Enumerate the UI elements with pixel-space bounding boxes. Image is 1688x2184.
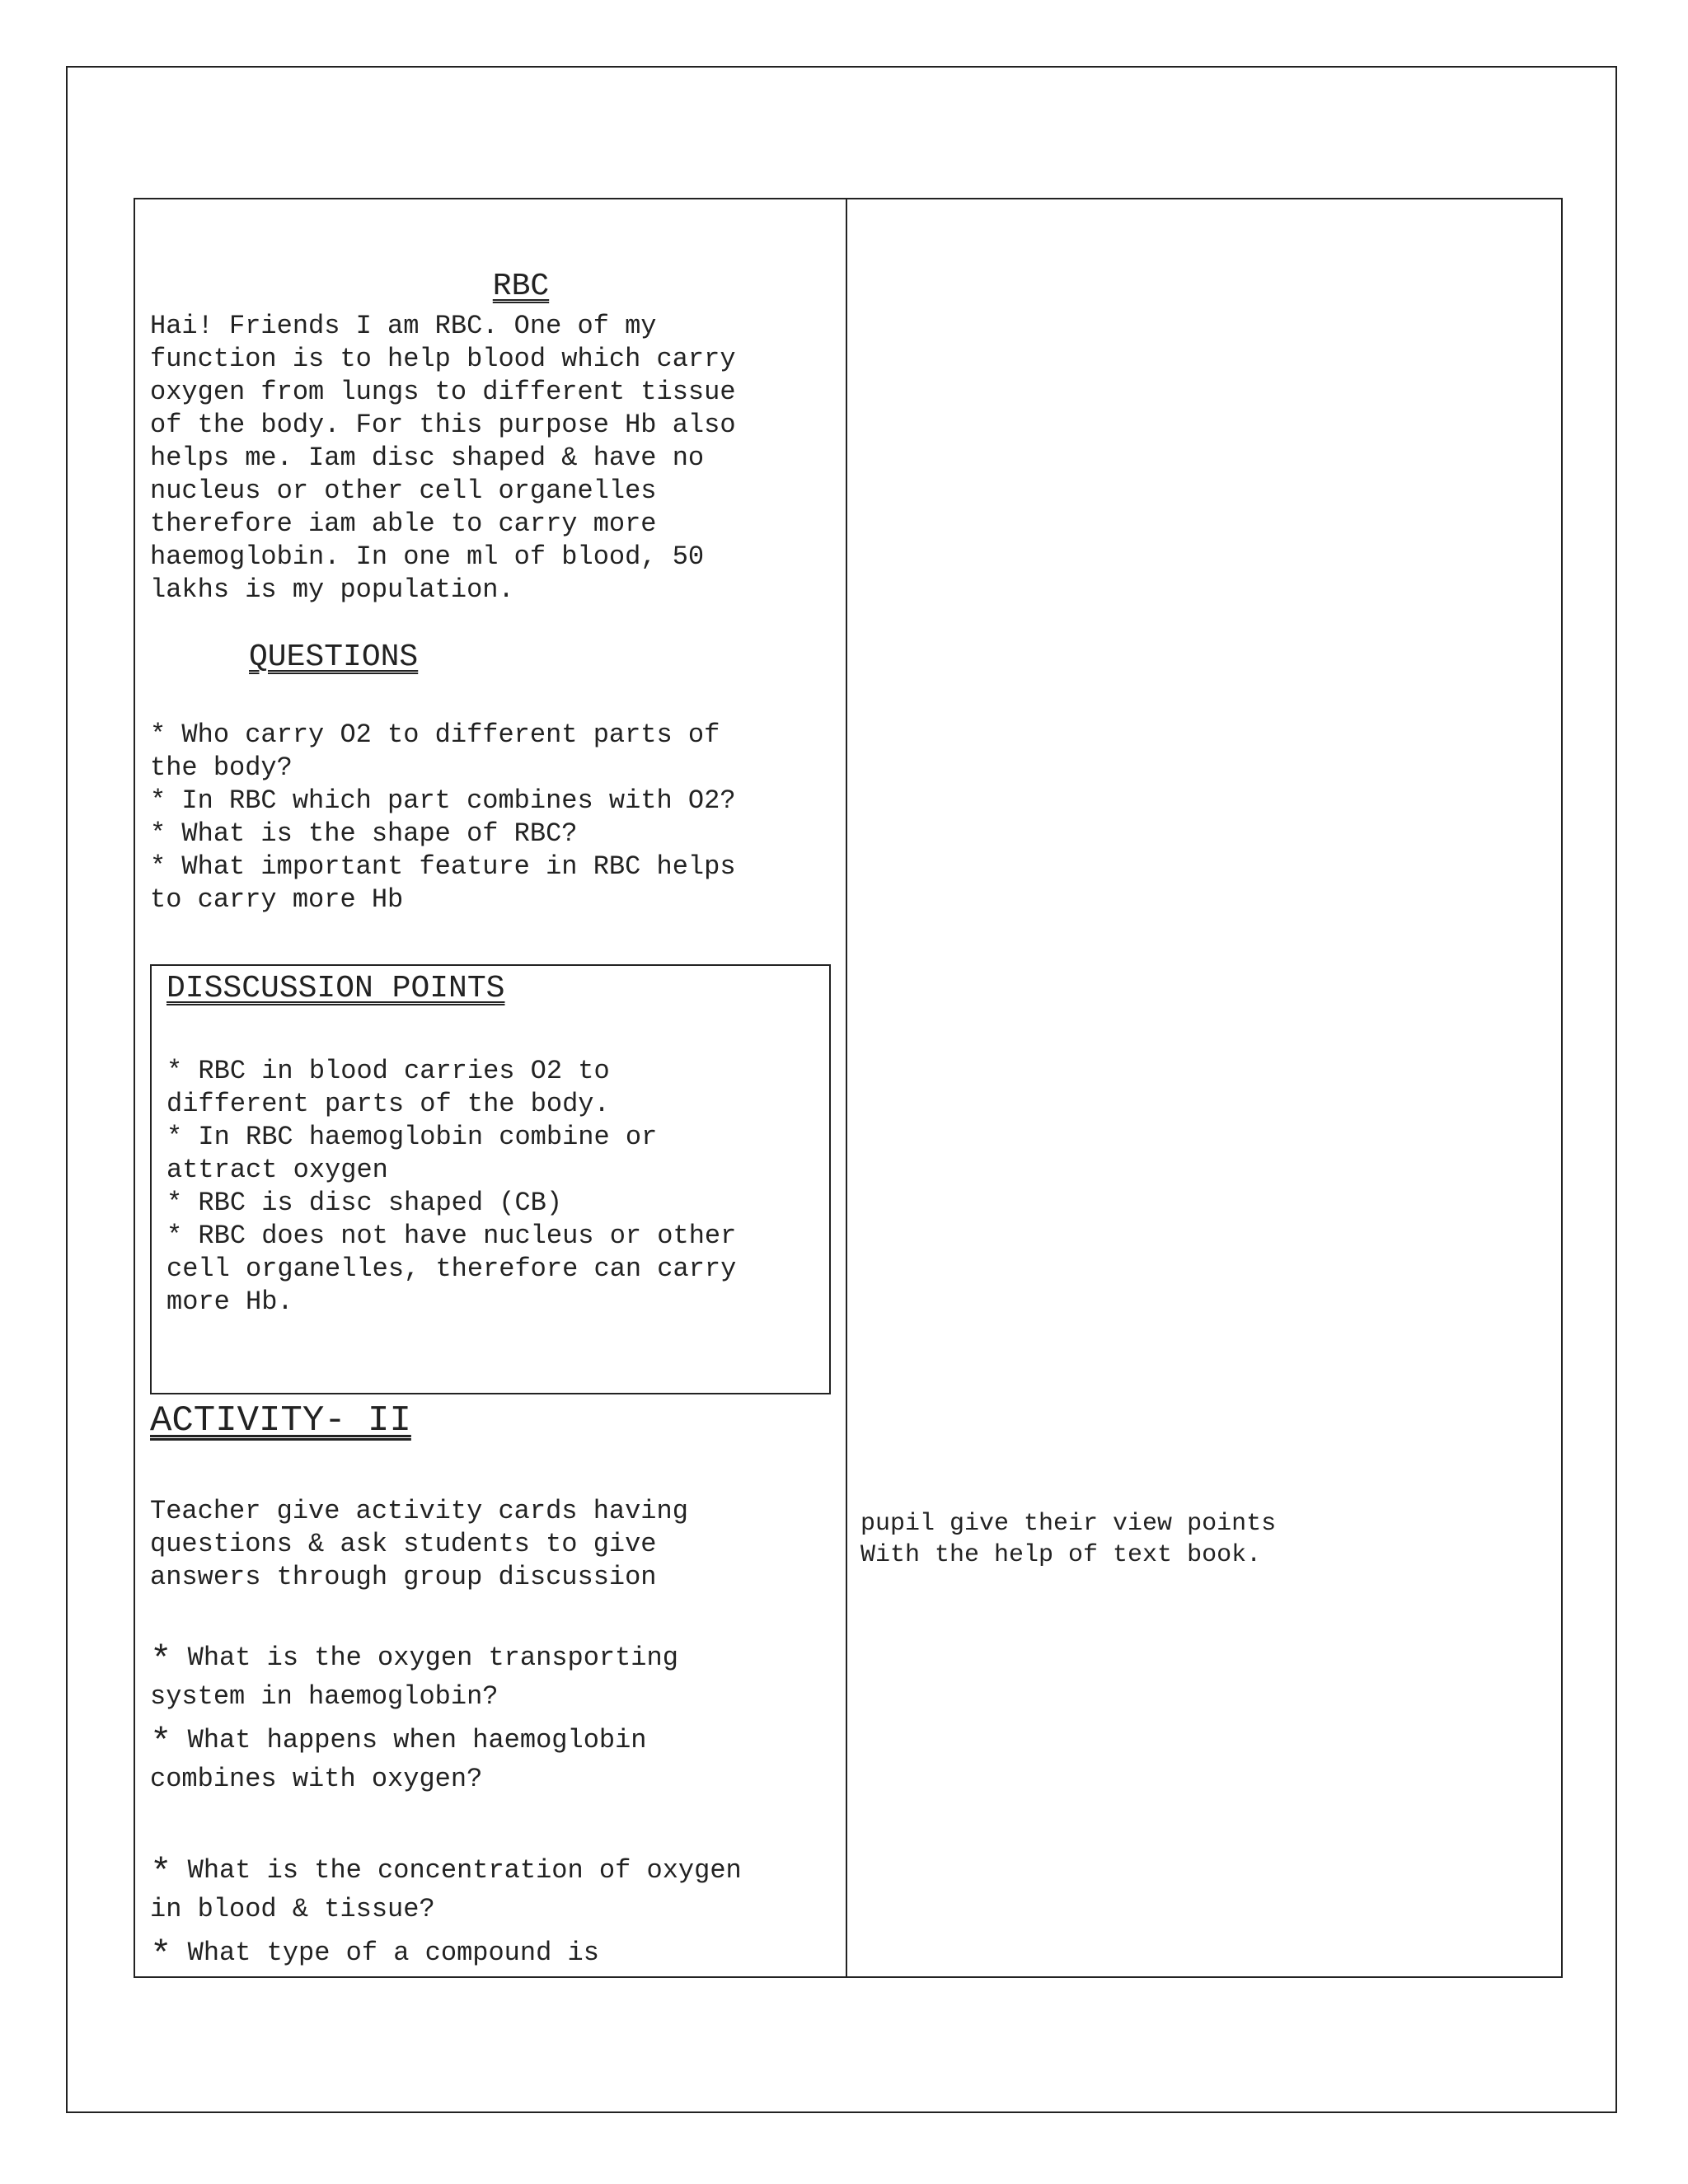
discussion-item: * In RBC haemoglobin combine or attract oxygen <box>166 1122 658 1185</box>
teacher-activity-column <box>150 199 834 1976</box>
activity-question <box>150 1640 834 1715</box>
star-bullet: * <box>150 1722 172 1764</box>
pupil-activity-column <box>860 199 1545 1976</box>
activity-question-text: What is the concentration of oxygen in blood & tissue? <box>150 1855 742 1924</box>
discussion-title: DISSCUSSION POINTS <box>166 971 505 1006</box>
activity-question <box>150 1722 834 1797</box>
pupil-response-text: pupil give their view points With the help of text book. <box>860 1510 1277 1569</box>
question-item: * What important feature in RBC helps to carry more Hb <box>150 851 736 915</box>
activity-question <box>150 1853 834 1928</box>
lesson-table <box>134 198 1563 1978</box>
activity-title: ACTIVITY- II <box>150 1400 411 1441</box>
question-item: * In RBC which part combines with O2? <box>150 785 736 816</box>
question-item: * What is the shape of RBC? <box>150 818 578 849</box>
discussion-item: * RBC in blood carries O2 to different parts of the body. <box>166 1056 610 1119</box>
activity-intro: Teacher give activity cards having questions & ask students to give answers through group discussion <box>150 1496 688 1592</box>
question-item: * Who carry O2 to different parts of the body? <box>150 719 720 783</box>
activity-question-text: What type of a compound is <box>171 1938 599 1968</box>
questions-list <box>150 719 834 916</box>
rbc-title: RBC <box>492 269 550 304</box>
discussion-points-box <box>150 964 831 1394</box>
column-divider <box>846 199 847 1976</box>
discussion-list <box>166 1055 826 1319</box>
star-bullet: * <box>150 1935 172 1976</box>
discussion-item: * RBC does not have nucleus or other cell organelles, therefore can carry more Hb. <box>166 1221 737 1317</box>
questions-title: QUESTIONS <box>249 640 419 675</box>
rbc-paragraph: Hai! Friends I am RBC. One of my function is to help blood which carry oxygen from lungs to different tissue of the body. For this purpose Hb also helps me. Iam disc shaped & have no nucleus or other cell organelles therefore iam able to carry more haemoglobin. In one ml of blood, 50 lakhs is my population. <box>150 311 736 605</box>
star-bullet: * <box>150 1640 172 1681</box>
discussion-item: * RBC is disc shaped (CB) <box>166 1188 563 1218</box>
activity-question-text: What is the oxygen transporting system in haemoglobin? <box>150 1643 678 1712</box>
activity-question-text: What happens when haemoglobin combines with oxygen? <box>150 1725 647 1794</box>
star-bullet: * <box>150 1853 172 1894</box>
activity-question <box>150 1935 834 1974</box>
